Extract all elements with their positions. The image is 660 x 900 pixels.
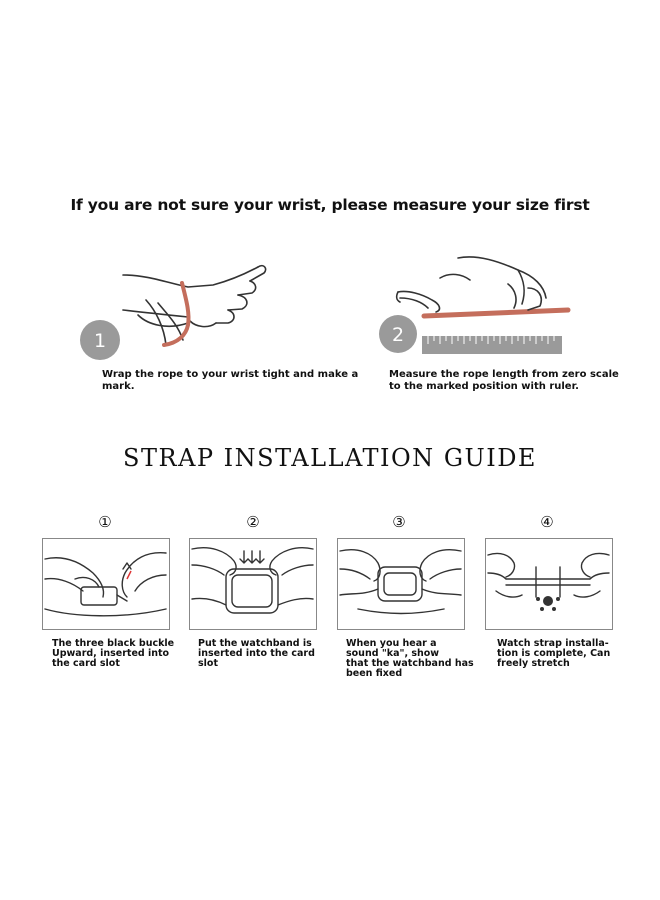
measure-title: If you are not sure your wrist, please measure your size first — [70, 196, 590, 214]
guide-step-2-caption: Put the watchband is inserted into the card slot — [198, 638, 315, 669]
guide-step-4-panel — [485, 538, 613, 630]
guide-step-4-caption: Watch strap installa- tion is complete, Can freely stretch — [497, 638, 611, 669]
guide-step-number-1: ① — [98, 513, 112, 531]
step1-badge-number: 1 — [93, 330, 107, 352]
step2-badge-number: 2 — [391, 324, 405, 346]
ruler-measure-illustration — [378, 248, 580, 360]
guide-step-1-illustration — [43, 539, 168, 628]
watch-back-icon — [536, 596, 560, 611]
guide-step-number-3: ③ — [392, 513, 406, 531]
guide-step-1-caption: The three black buckle Upward, inserted into the card slot — [52, 638, 175, 669]
guide-title: STRAP INSTALLATION GUIDE — [123, 444, 537, 472]
guide-step-number-4: ④ — [540, 513, 554, 531]
guide-step-number-2: ② — [246, 513, 260, 531]
guide-step-3-illustration — [338, 539, 463, 628]
wrist-wrap-illustration — [78, 255, 283, 365]
guide-step-3-caption: When you hear a sound "ka", show that the watchband has been fixed — [346, 638, 474, 679]
guide-step-2-illustration — [190, 539, 315, 628]
rope-strip — [424, 310, 568, 316]
step2-caption: Measure the rope length from zero scale to the marked position with ruler. — [389, 369, 619, 392]
guide-step-2-panel — [189, 538, 317, 630]
step1-caption: Wrap the rope to your wrist tight and make a mark. — [102, 369, 359, 392]
guide-step-4-illustration — [486, 539, 611, 628]
guide-step-3-panel — [337, 538, 465, 630]
ruler — [422, 336, 562, 354]
guide-step-1-panel — [42, 538, 170, 630]
